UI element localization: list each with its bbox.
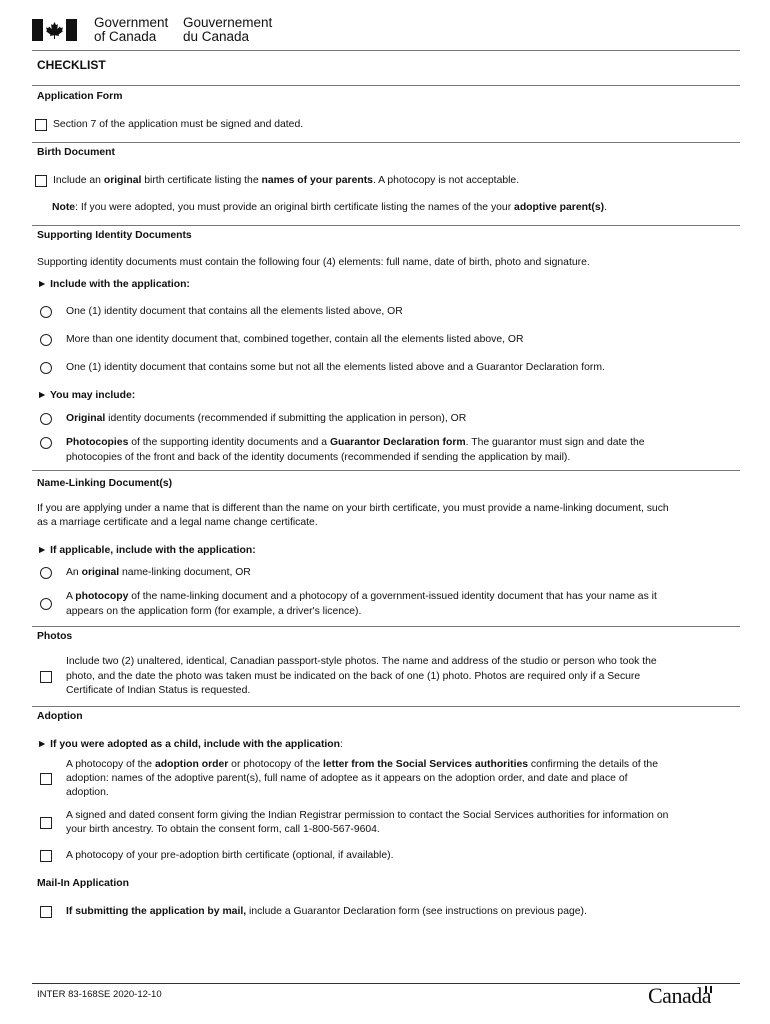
checkbox-mail-in[interactable]: [40, 906, 52, 918]
text-segment: Include an: [53, 175, 104, 186]
emphasis-text: original: [103, 175, 142, 186]
gov-en-line1: Government: [94, 15, 169, 30]
divider: [32, 706, 740, 707]
divider: [32, 50, 740, 51]
text-segment: : If you were adopted, you must provide an original birth certificate listing the names of the your: [75, 202, 515, 213]
include-option-1: One (1) identity document that contains all the elements listed above, OR: [66, 306, 403, 317]
section-heading-adoption: Adoption: [37, 711, 83, 722]
birth-document-note: [52, 201, 607, 216]
supporting-identity-intro: Supporting identity documents must contain the following four (4) elements: full name, date of birth, photo and signature.: [37, 257, 590, 268]
text-segment: An: [66, 567, 82, 578]
radio-name-linking-1[interactable]: [40, 567, 52, 579]
radio-include-1[interactable]: [40, 306, 52, 318]
name-linking-option-1: [66, 566, 251, 581]
if-applicable-label: ► If applicable, include with the application:: [37, 545, 256, 556]
canada-flag-logo: [32, 19, 77, 41]
text-segment: .: [604, 202, 608, 213]
section-heading-supporting-identity: Supporting Identity Documents: [37, 230, 192, 241]
text-segment: A photocopy of the: [66, 759, 155, 770]
include-option-2: More than one identity document that, combined together, contain all the elements listed above, OR: [66, 334, 524, 345]
name-linking-intro-1: If you are applying under a name that is different than the name on your birth certificate, you must provide a name-linking document, such: [37, 503, 669, 514]
emphasis-text: ► If you were adopted as a child, include with the application: [37, 739, 340, 750]
name-linking-option-2-line2: appears on the application form (for example, a driver's licence).: [66, 606, 362, 617]
text-segment: or photocopy of the: [228, 759, 324, 770]
adoption-item2-line2: your birth ancestry. To obtain the consent form, call 1-800-567-9604.: [66, 824, 380, 835]
text-segment: birth certificate listing the: [141, 175, 262, 186]
checkbox-consent-form[interactable]: [40, 817, 52, 829]
divider: [32, 85, 740, 86]
include-label: ► Include with the application:: [37, 279, 190, 290]
name-linking-option-2-line1: [66, 590, 657, 605]
text-segment: confirming the details of the: [528, 759, 658, 770]
form-code: INTER 83-168SE 2020-12-10: [37, 989, 162, 1000]
emphasis-text: Guarantor Declaration form: [329, 437, 466, 448]
wordmark-flag-icon: [705, 986, 712, 993]
canada-wordmark: [648, 984, 711, 1008]
checkbox-section7[interactable]: [35, 119, 47, 131]
radio-may-1[interactable]: [40, 413, 52, 425]
text-segment: . The guarantor must sign and date the: [465, 437, 645, 448]
adoption-item3: A photocopy of your pre-adoption birth certificate (optional, if available).: [66, 850, 394, 861]
radio-name-linking-2[interactable]: [40, 598, 52, 610]
text-segment: name-linking document, OR: [119, 567, 251, 578]
section-heading-name-linking: Name-Linking Document(s): [37, 478, 173, 489]
text-segment: of the name-linking document and a photocopy of a government-issued identity document that has your name as it: [128, 591, 657, 602]
text-segment: :: [340, 739, 343, 750]
photos-line-1: Include two (2) unaltered, identical, Canadian passport-style photos. The name and address of the studio or person who took the: [66, 656, 657, 667]
checkbox-birth-certificate[interactable]: [35, 175, 47, 187]
radio-may-2[interactable]: [40, 437, 52, 449]
may-include-label: ► You may include:: [37, 390, 136, 401]
divider: [32, 225, 740, 226]
name-linking-intro-2: as a marriage certificate and a legal name change certificate.: [37, 517, 318, 528]
adoption-item1-line3: adoption.: [66, 787, 109, 798]
emphasis-text: photocopy: [75, 591, 129, 602]
may-option-2-line1: [66, 436, 645, 451]
text-segment: . A photocopy is not acceptable.: [372, 175, 520, 186]
text-segment: identity documents (recommended if submitting the application in person), OR: [105, 413, 467, 424]
adoption-item1-line1: [66, 758, 658, 773]
canada-wordmark-text: Canada: [648, 983, 711, 1008]
radio-include-2[interactable]: [40, 334, 52, 346]
adoption-item1-line2: adoption: names of the adoptive parent(s), full name of adoptee as it appears on the adoption order, and date and place of: [66, 773, 628, 784]
radio-include-3[interactable]: [40, 362, 52, 374]
gov-fr-line2: du Canada: [183, 29, 250, 44]
adoption-label: [37, 738, 343, 753]
page-title: CHECKLIST: [37, 58, 106, 72]
text-segment: Section 7 of the application must be signed and dated.: [53, 119, 304, 130]
text-segment: A: [66, 591, 76, 602]
emphasis-text: Note: [52, 202, 76, 213]
item-section7: [53, 118, 303, 133]
checkbox-adoption-order[interactable]: [40, 773, 52, 785]
emphasis-text: If submitting the application by mail,: [66, 906, 247, 917]
divider: [32, 626, 740, 627]
item-birth-certificate: [53, 174, 519, 189]
photos-line-2: photo, and the date the photo was taken must be indicated on the back of one (1) photo. Photos are required only if a Secure: [66, 671, 641, 682]
gov-en-line2: of Canada: [94, 29, 157, 44]
divider: [32, 470, 740, 471]
photos-line-3: Certificate of Indian Status is requested.: [66, 685, 251, 696]
footer-divider: [32, 983, 740, 984]
checkbox-photos[interactable]: [40, 671, 52, 683]
emphasis-text: adoption order: [154, 759, 229, 770]
divider: [32, 142, 740, 143]
include-option-3: One (1) identity document that contains some but not all the elements listed above and a Guarantor Declaration form.: [66, 362, 605, 373]
section-heading-application-form: Application Form: [37, 91, 123, 102]
may-option-2-line2: photocopies of the front and back of the identity documents (recommended if sending the application by mail).: [66, 452, 571, 463]
emphasis-text: Photocopies: [66, 437, 129, 448]
emphasis-text: names of your parents: [261, 175, 373, 186]
section-heading-photos: Photos: [37, 631, 73, 642]
checkbox-pre-adoption-certificate[interactable]: [40, 850, 52, 862]
mail-in-item: [66, 905, 587, 920]
emphasis-text: letter from the Social Services authorities: [323, 759, 529, 770]
emphasis-text: adoptive parent(s): [514, 202, 605, 213]
text-segment: include a Guarantor Declaration form (see instructions on previous page).: [246, 906, 587, 917]
section-heading-mail-in: Mail-In Application: [37, 878, 129, 889]
emphasis-text: Original: [66, 413, 106, 424]
adoption-item2-line1: A signed and dated consent form giving the Indian Registrar permission to contact the Social Services authorities for information on: [66, 810, 669, 821]
section-heading-birth-document: Birth Document: [37, 147, 115, 158]
emphasis-text: original: [81, 567, 120, 578]
may-option-1: [66, 412, 466, 427]
gov-fr-line1: Gouvernement: [183, 15, 273, 30]
text-segment: of the supporting identity documents and a: [128, 437, 330, 448]
